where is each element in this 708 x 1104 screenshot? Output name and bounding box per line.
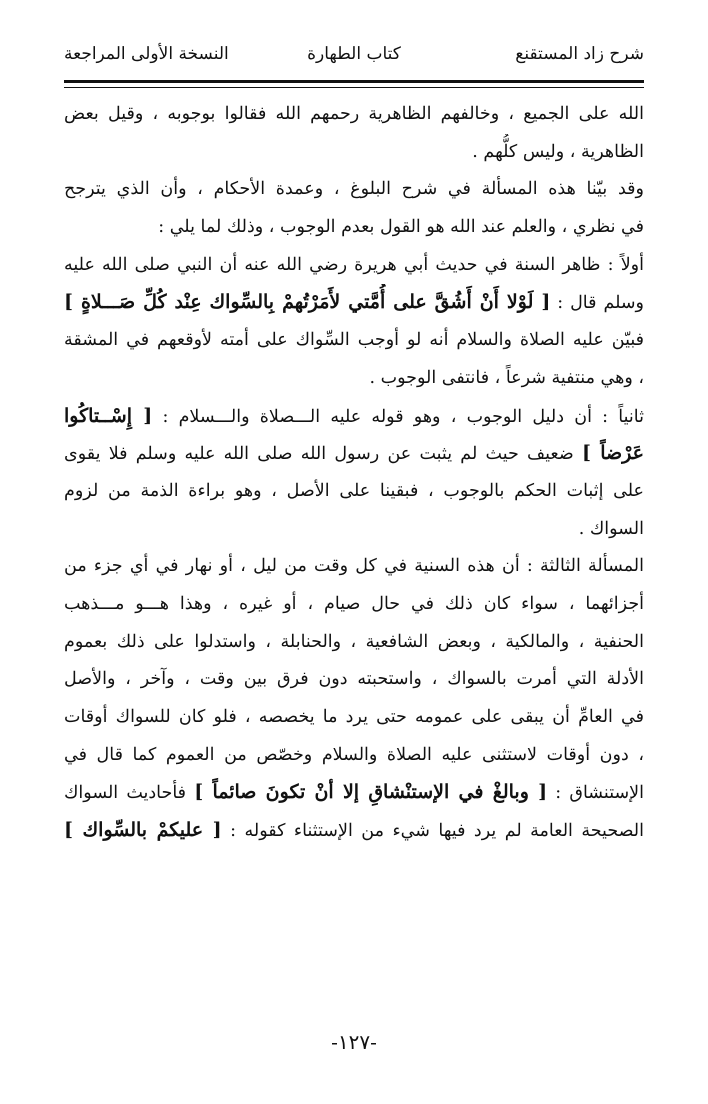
hadith-quote: [ وبالغْ في الإستنْشاقِ إلا أنْ تكونَ صائماً ] — [194, 781, 548, 804]
text-line: في العامِّ أن يبقى على عمومه حتى يرد ما يخصصه ، فلو كان للسواك أوقات — [64, 707, 644, 727]
text-line: على إثبات الحكم بالوجوب ، فبقينا على الأصل ، وهو براءة الذمة من لزوم — [64, 480, 644, 501]
text-line: المسألة الثالثة : أن هذه السنية في كل وقت من ليل ، أو نهار في أي جزء من — [64, 556, 644, 577]
text-line: ، وهي منتفية شرعاً ، فانتفى الوجوب . — [369, 367, 644, 388]
text-line: الله على الجميع ، وخالفهم الظاهرية رحمهم الله فقالوا بوجوبه ، وقيل بعض — [64, 104, 644, 124]
text-line — [64, 435, 644, 473]
text-line: في نظري ، والعلم عند الله هو القول بعدم الوجوب ، وذلك لما يلي : — [158, 217, 644, 238]
text-line: الأدلة التي أمرت بالسواك ، واستحبته دون فرق بين وقت ، وآخر ، والأصل — [64, 669, 644, 690]
line-text: الإستنشاق : — [547, 783, 644, 804]
body-text — [64, 96, 644, 1001]
hadith-quote: [ إِسْــتاكُوا — [64, 404, 153, 427]
text-line — [64, 398, 644, 436]
hadith-quote: [ عليكمْ بالسِّواك ] — [64, 819, 222, 842]
text-line — [64, 774, 644, 812]
running-header — [64, 44, 644, 74]
line-text: ضعيف حيث لم يثبت عن رسول الله صلى الله عليه وسلم فلا يقوى — [64, 444, 582, 465]
header-rule-thick — [64, 80, 644, 83]
line-text: فأحاديث السواك — [64, 783, 195, 804]
hadith-quote: [ لَوْلا أَنْ أَشُقَّ على أُمَّتي لأَمَرْتُهمْ بِالسِّواك عِنْد كُلِّ صَـــلاةٍ ] — [64, 291, 551, 314]
text-line — [64, 812, 644, 850]
header-edition-note: النسخة الأولى المراجعة — [64, 44, 229, 64]
line-text: ثانياً : أن دليل الوجوب ، وهو قوله عليه الـــصلاة والـــسلام : — [152, 406, 644, 427]
hadith-quote: عَرْضاً ] — [581, 442, 644, 465]
header-chapter-title: كتاب الطهارة — [307, 44, 401, 64]
text-line — [64, 284, 644, 322]
text-line: الظاهرية ، وليس كلُّهم . — [472, 141, 644, 162]
header-rule-thin — [64, 87, 644, 88]
text-line: الحنفية ، والمالكية ، وبعض الشافعية ، والحنابلة ، واستدلوا على ذلك بعموم — [64, 631, 644, 652]
text-line: أولاً : ظاهر السنة في حديث أبي هريرة رضي الله عنه أن النبي صلى الله عليه — [64, 254, 644, 275]
text-line: ، دون أوقات لاستثنى عليه الصلاة والسلام وخصّص من العموم كما قال في — [64, 744, 644, 765]
page-number: -١٢٧- — [331, 1030, 377, 1054]
text-line: أجزائهما ، سواء كان ذلك في حال صيام ، أو غيره ، وهذا هـــو مـــذهب — [64, 593, 644, 614]
text-line: فبيّن عليه الصلاة والسلام أنه لو أوجب السِّواك على أمته لأوقعهم في المشقة — [64, 330, 644, 351]
text-line: وقد بيّنا هذه المسألة في شرح البلوغ ، وعمدة الأحكام ، وأن الذي يترجح — [64, 179, 644, 200]
line-text: الصحيحة العامة لم يرد فيها شيء من الإستثناء كقوله : — [221, 821, 644, 842]
line-text: وسلم قال : — [550, 293, 644, 314]
text-line: السواك . — [578, 518, 644, 539]
header-book-title: شرح زاد المستقنع — [515, 44, 644, 64]
